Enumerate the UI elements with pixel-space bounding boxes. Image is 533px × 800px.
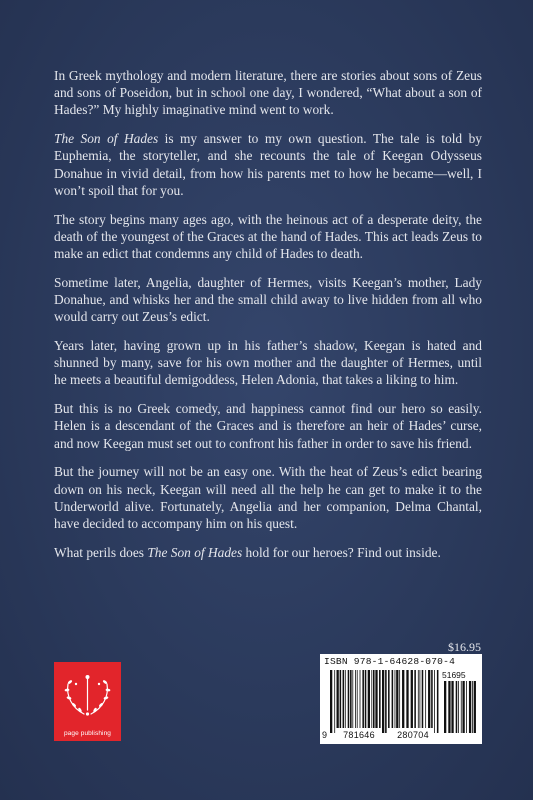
barcode-bar [472,681,473,733]
book-title: The Son of Hades [147,544,243,560]
barcode-bar [437,670,439,733]
isbn-barcode [320,654,482,744]
barcode-bar [371,670,372,728]
barcode-bar [466,681,467,733]
publisher-logo [54,662,121,741]
blurb-paragraph: Sometime later, Angelia, daughter of Hermes, visits Keegan’s mother, Lady Donahue, and whisks her and the small child away to live hidden from all who would carry out Zeus’s edict. [54,274,482,325]
ean-left-digits: 781646 [343,730,375,740]
barcode-bar [434,670,435,733]
barcode-bar [365,670,367,728]
blurb-paragraph [54,544,482,561]
barcode-bar [362,670,364,728]
barcode-bar [330,670,332,733]
barcode-bar [428,670,430,728]
barcode-bar [357,670,358,728]
barcode-bar [343,670,345,728]
barcode-bar [392,670,394,728]
isbn-number: ISBN 978-1-64628-070-4 [324,656,456,667]
ean-first-digit: 9 [322,730,328,740]
barcode-bar [373,670,375,728]
barcode-bar [418,670,419,728]
barcode-bar [360,670,361,728]
addon-bars [444,681,476,733]
barcode-bar [444,681,446,733]
barcode-bar [385,670,387,733]
barcode-bar [411,670,413,728]
barcode-bar [399,670,400,728]
barcode-bar [425,670,426,728]
ean-bars [330,670,438,733]
barcode-bar [382,670,384,733]
barcode-bar [355,670,356,728]
blurb-paragraph [54,130,482,199]
blurb-paragraph: The story begins many ages ago, with the heinous act of a desperate deity, the death of the youngest of the Graces at the hand of Hades. This act leads Zeus to make an edict that condemns any child of Hades to death. [54,211,482,262]
barcode-bar [458,681,459,733]
blurb-paragraph: But the journey will not be an easy one. With the heat of Zeus’s edict bearing down on his neck, Keegan will need all the help he can get to make it to the Underworld alive. Fortunately, Angelia and her companion, Delma Chantal, have decided to accompany him on his quest. [54,464,482,532]
blurb-paragraph: But this is no Greek comedy, and happiness cannot find our hero so easily. Helen is a descendant of the Graces and is therefore an heir of Hades’ curse, and now Keegan must set out to confront his father in order to save his friend. [54,401,482,451]
barcode-bar [456,681,458,733]
barcode-bar [462,681,464,733]
back-cover-blurb [54,67,482,573]
book-title: The Son of Hades [54,131,159,147]
ean-digits [320,730,440,740]
publisher-name: page publishing [63,730,112,737]
barcode-bar [448,681,450,733]
barcode-bar [414,670,416,728]
barcode-bar [368,670,370,728]
price-label: $16.95 [448,640,481,654]
barcode-bar [379,670,381,728]
barcode-bar [337,670,339,728]
blurb-text: What perils does [54,544,148,560]
blurb-text: is my answer to my own question. The tale is told by Euphemia, the storyteller, and she recounts the tale of Keegan Odysseus Donahue in vivid detail, from how his parents met to how he became—well, I won’t spoil that for you. [54,131,482,198]
barcode-bar [422,670,424,728]
barcode-bar [451,681,453,733]
barcode-bar [345,670,346,728]
barcode-bar [340,670,342,728]
price-addon-code: 51695 [442,670,466,680]
barcode-bar [431,670,433,728]
ean-right-digits: 280704 [397,730,429,740]
blurb-paragraph: Years later, having grown up in his father’s shadow, Keegan is hated and shunned by many, save for his own mother and the daughter of Hermes, until he meets a beautiful demigoddess, Helen Adonia, that takes a liking to him. [54,338,482,388]
barcode-bar [375,670,377,728]
barcode-bar [352,670,353,728]
barcode-bar [406,670,408,728]
barcode-bar [388,670,390,728]
barcode-bar [402,670,404,728]
barcode-bar [334,670,335,733]
barcode-bar [461,681,462,733]
barcode-bar [420,670,421,728]
blurb-text: hold for our heroes? Find out inside. [242,544,441,560]
barcode-bar [395,670,396,728]
barcode-bar [348,670,350,728]
barcode-bar [469,681,471,733]
barcode-bar [396,670,398,728]
barcode-bar [474,681,476,733]
blurb-paragraph: In Greek mythology and modern literature, there are stories about sons of Zeus and sons of Poseidon, but in school one day, I wondered, “What about a son of Hades?” My highly imaginative mind went to work. [54,68,482,118]
barcode-bar [350,670,352,728]
